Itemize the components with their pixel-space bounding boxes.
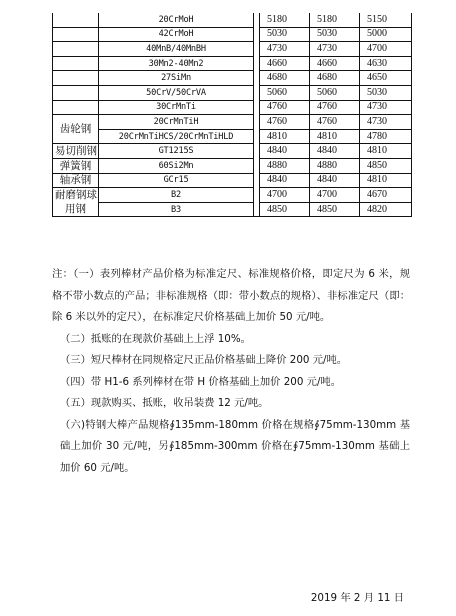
price-cell: 5030: [360, 85, 412, 100]
document-date: 2019 年 2 月 11 日: [310, 592, 404, 604]
category-cell: [53, 27, 99, 42]
category-cell: 耐磨钢球: [53, 188, 99, 203]
category-cell: 齿轮钢: [53, 115, 99, 144]
price-cell: 4670: [360, 188, 412, 203]
grade-cell: 30CrMnTi: [99, 100, 254, 115]
price-cell: 4840: [260, 173, 310, 188]
price-cell: 4850: [260, 202, 310, 217]
price-cell: 5030: [260, 27, 310, 42]
category-cell: 轴承钢: [53, 173, 99, 188]
table-row: [53, 56, 412, 71]
price-notes: [52, 264, 410, 479]
table-row: [53, 129, 412, 144]
grade-cell: 50CrV/50CrVA: [99, 85, 254, 100]
price-cell: 5030: [310, 27, 360, 42]
table-row: [53, 100, 412, 115]
price-cell: 4850: [360, 158, 412, 173]
grade-cell: 40MnB/40MnBH: [99, 42, 254, 57]
note-6: （六)特钢大棒产品规格∮135mm-180mm 价格在规格∮75mm-130mm 基础上加价 30 元/吨，另∮185mm-300mm 价格在∮75mm-130mm 基础上加价 60 元/吨。: [60, 418, 410, 474]
grade-cell: GT1215S: [99, 144, 254, 159]
price-cell: 4760: [310, 100, 360, 115]
grade-cell: GCr15: [99, 173, 254, 188]
category-cell: 易切削钢: [53, 144, 99, 159]
note-4: （四）带 H1-6 系列棒材在带 H 价格基础上加价 200 元/吨。: [60, 375, 342, 388]
table-row: [53, 144, 412, 159]
price-cell: 4650: [360, 71, 412, 86]
category-cell: [53, 71, 99, 86]
table-row: [53, 85, 412, 100]
note-3: （三）短尺棒材在同规格定尺正品价格基础上降价 200 元/吨。: [60, 354, 348, 366]
price-cell: 4810: [360, 144, 412, 159]
price-cell: 4730: [360, 115, 412, 130]
price-cell: 4660: [260, 56, 310, 71]
price-cell: 4700: [260, 188, 310, 203]
price-table: [52, 13, 412, 217]
category-cell: [53, 100, 99, 115]
table-row: [53, 173, 412, 188]
category-cell: [53, 42, 99, 57]
price-cell: 4680: [310, 71, 360, 86]
price-cell: 4820: [360, 202, 412, 217]
price-cell: 5180: [260, 13, 310, 27]
price-cell: 5000: [360, 27, 412, 42]
price-cell: 4760: [260, 115, 310, 130]
table-row: [53, 202, 412, 217]
price-cell: 5180: [310, 13, 360, 27]
price-cell: 4780: [360, 129, 412, 144]
table-row: [53, 42, 412, 57]
grade-cell: B2: [99, 188, 254, 203]
price-cell: 4730: [360, 100, 412, 115]
table-row: [53, 27, 412, 42]
category-cell: [53, 56, 99, 71]
table-row: [53, 115, 412, 130]
grade-cell: 30Mn2-40Mn2: [99, 56, 254, 71]
price-cell: 4760: [260, 100, 310, 115]
price-cell: 4680: [260, 71, 310, 86]
price-cell: 4850: [310, 202, 360, 217]
price-cell: 4700: [360, 42, 412, 57]
category-cell: [53, 85, 99, 100]
grade-cell: 42CrMoH: [99, 27, 254, 42]
note-1: 注：（一）表列棒材产品价格为标准定尺、标准规格价格，即定尺为 6 米，规格不带小数点的产品；非标准规格（即：带小数点的规格）、非标准定尺（即：除 6 米以外的定尺），在标准定尺价格基础上加价 50 元/吨。: [52, 268, 410, 323]
category-cell: 用钢: [53, 202, 99, 217]
price-cell: 4810: [310, 129, 360, 144]
price-cell: 4660: [310, 56, 360, 71]
price-cell: 4730: [260, 42, 310, 57]
price-cell: 4810: [260, 129, 310, 144]
price-cell: 5060: [260, 85, 310, 100]
grade-cell: 60Si2Mn: [99, 158, 254, 173]
grade-cell: B3: [99, 202, 254, 217]
price-cell: 4700: [310, 188, 360, 203]
price-cell: 4730: [310, 42, 360, 57]
grade-cell: 27SiMn: [99, 71, 254, 86]
grade-cell: 20CrMnTiH: [99, 115, 254, 130]
price-cell: 5060: [310, 85, 360, 100]
table-row: [53, 71, 412, 86]
table-row: [53, 188, 412, 203]
category-cell: 弹簧钢: [53, 158, 99, 173]
table-row: [53, 158, 412, 173]
price-cell: 4630: [360, 56, 412, 71]
price-cell: 4760: [310, 115, 360, 130]
note-2: （二）抵账的在现款价基础上上浮 10%。: [60, 332, 251, 345]
price-cell: 4880: [310, 158, 360, 173]
grade-cell: 20CrMnTiHCS/20CrMnTiHLD: [99, 129, 254, 144]
price-cell: 4840: [260, 144, 310, 159]
price-cell: 4840: [310, 144, 360, 159]
price-cell: 5150: [360, 13, 412, 27]
category-cell: [53, 13, 99, 27]
note-5: （五）现款购买、抵账，收吊装费 12 元/吨。: [60, 397, 269, 409]
table-row: [53, 13, 412, 27]
price-cell: 4880: [260, 158, 310, 173]
price-cell: 4810: [360, 173, 412, 188]
grade-cell: 20CrMoH: [99, 13, 254, 27]
price-cell: 4840: [310, 173, 360, 188]
